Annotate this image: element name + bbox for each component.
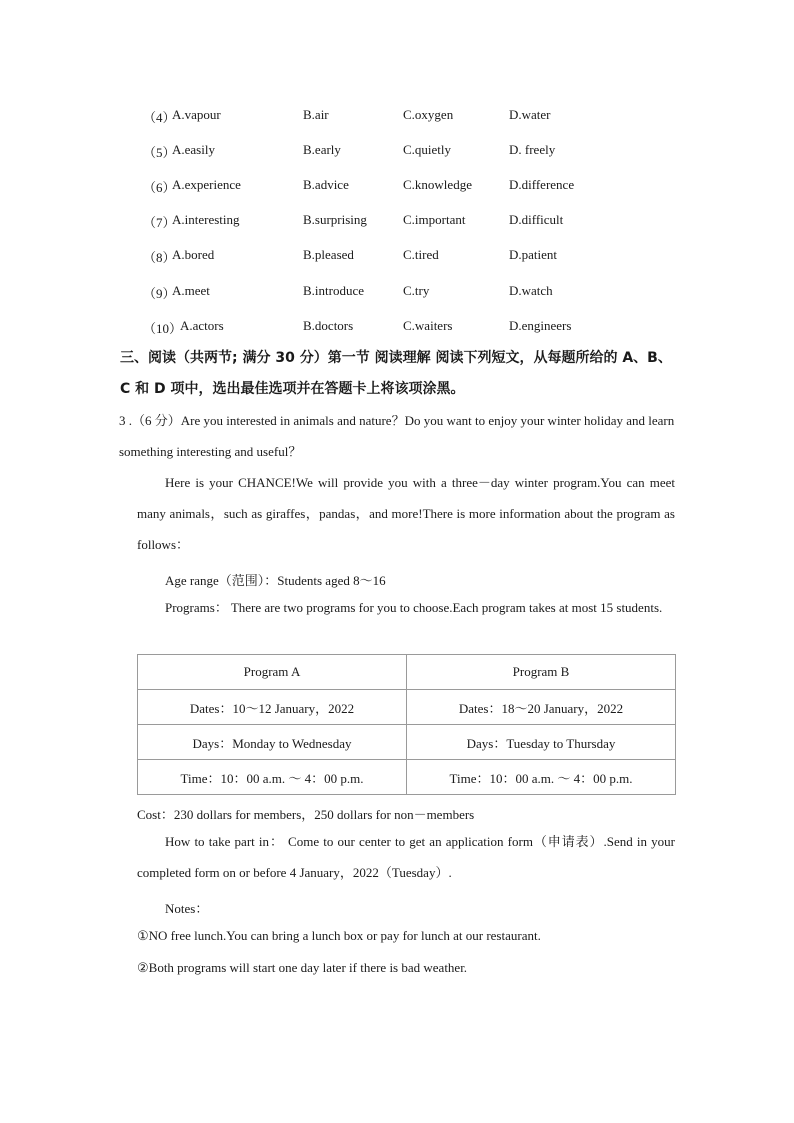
cost-text: Cost：230 dollars for members，250 dollars for non－members: [137, 807, 475, 822]
option-row-7: [0, 212, 794, 232]
table-header: Program B: [407, 655, 676, 690]
question-intro: 3 .（6 分）Are you interested in animals and nature？Do you want to enjoy your winter holiday and learn something interesting and useful？: [119, 413, 675, 459]
passage-paragraph: Here is your CHANCE!We will provide you with a three－day winter program.You can meet many animals，such as giraffes，pandas，and more!There is more information about the program as follows：: [137, 475, 675, 552]
table-cell: Dates：18～20 January，2022: [407, 690, 676, 725]
option-b: B.pleased: [303, 247, 354, 262]
programs-text: Programs： There are two programs for you to choose.Each program takes at most 15 students.: [165, 600, 663, 615]
table-cell: Days：Tuesday to Thursday: [407, 725, 676, 760]
option-c: C.oxygen: [403, 107, 454, 122]
option-number: （6）: [143, 180, 176, 195]
note-item: ②Both programs will start one day later if there is bad weather.: [137, 960, 468, 975]
option-row-5: [0, 142, 794, 162]
option-c: C.knowledge: [403, 177, 472, 192]
option-number: （4）: [143, 110, 176, 125]
option-d: D. freely: [509, 142, 556, 157]
option-d: D.engineers: [509, 318, 572, 333]
option-b: B.air: [303, 107, 329, 122]
option-row-6: [0, 177, 794, 197]
option-a: A.actors: [180, 318, 224, 333]
option-b: B.introduce: [303, 283, 365, 298]
option-row-4: [0, 107, 794, 127]
table-cell: Time：10：00 a.m. ～ 4：00 p.m.: [407, 760, 676, 795]
table-cell: Days：Monday to Wednesday: [138, 725, 407, 760]
option-d: D.patient: [509, 247, 558, 262]
table-row: [138, 760, 676, 795]
option-number: （7）: [143, 215, 176, 230]
option-number: （9）: [143, 286, 176, 301]
option-b: B.surprising: [303, 212, 367, 227]
option-c: C.quietly: [403, 142, 452, 157]
option-d: D.water: [509, 107, 551, 122]
option-b: B.doctors: [303, 318, 354, 333]
option-a: A.easily: [172, 142, 215, 157]
age-range: Age range（范围）：Students aged 8～16: [165, 573, 386, 588]
notes-label: Notes：: [165, 901, 209, 916]
table-header: Program A: [138, 655, 407, 690]
section-heading: 三、阅读（共两节; 满分 30 分）第一节 阅读理解 阅读下列短文，从每题所给的 A、B、C 和 D 项中，选出最佳选项并在答题卡上将该项涂黑。: [120, 350, 672, 397]
option-a: A.experience: [172, 177, 241, 192]
option-row-8: [0, 247, 794, 267]
table-cell: Dates：10～12 January，2022: [138, 690, 407, 725]
option-c: C.try: [403, 283, 430, 298]
table-row: [138, 725, 676, 760]
option-number: （5）: [143, 145, 176, 160]
option-d: D.watch: [509, 283, 553, 298]
option-a: A.bored: [172, 247, 215, 262]
option-d: D.difficult: [509, 212, 564, 227]
option-a: A.meet: [172, 283, 210, 298]
how-to-take-part: How to take part in： Come to our center to get an application form（申请表）.Send in your completed form on or before 4 January，2022（Tuesday）.: [137, 834, 675, 880]
option-row-9: [0, 283, 794, 303]
option-number: （10）: [143, 321, 183, 336]
table-row: [138, 690, 676, 725]
option-a: A.interesting: [172, 212, 240, 227]
option-a: A.vapour: [172, 107, 221, 122]
program-table: [137, 654, 676, 795]
option-c: C.waiters: [403, 318, 453, 333]
table-header-row: [138, 655, 676, 690]
option-b: B.advice: [303, 177, 349, 192]
option-d: D.difference: [509, 177, 575, 192]
note-item: ①NO free lunch.You can bring a lunch box or pay for lunch at our restaurant.: [137, 928, 541, 943]
option-b: B.early: [303, 142, 341, 157]
option-c: C.important: [403, 212, 466, 227]
option-row-10: [0, 318, 794, 338]
table-cell: Time：10：00 a.m. ～ 4：00 p.m.: [138, 760, 407, 795]
option-number: （8）: [143, 250, 176, 265]
option-c: C.tired: [403, 247, 439, 262]
